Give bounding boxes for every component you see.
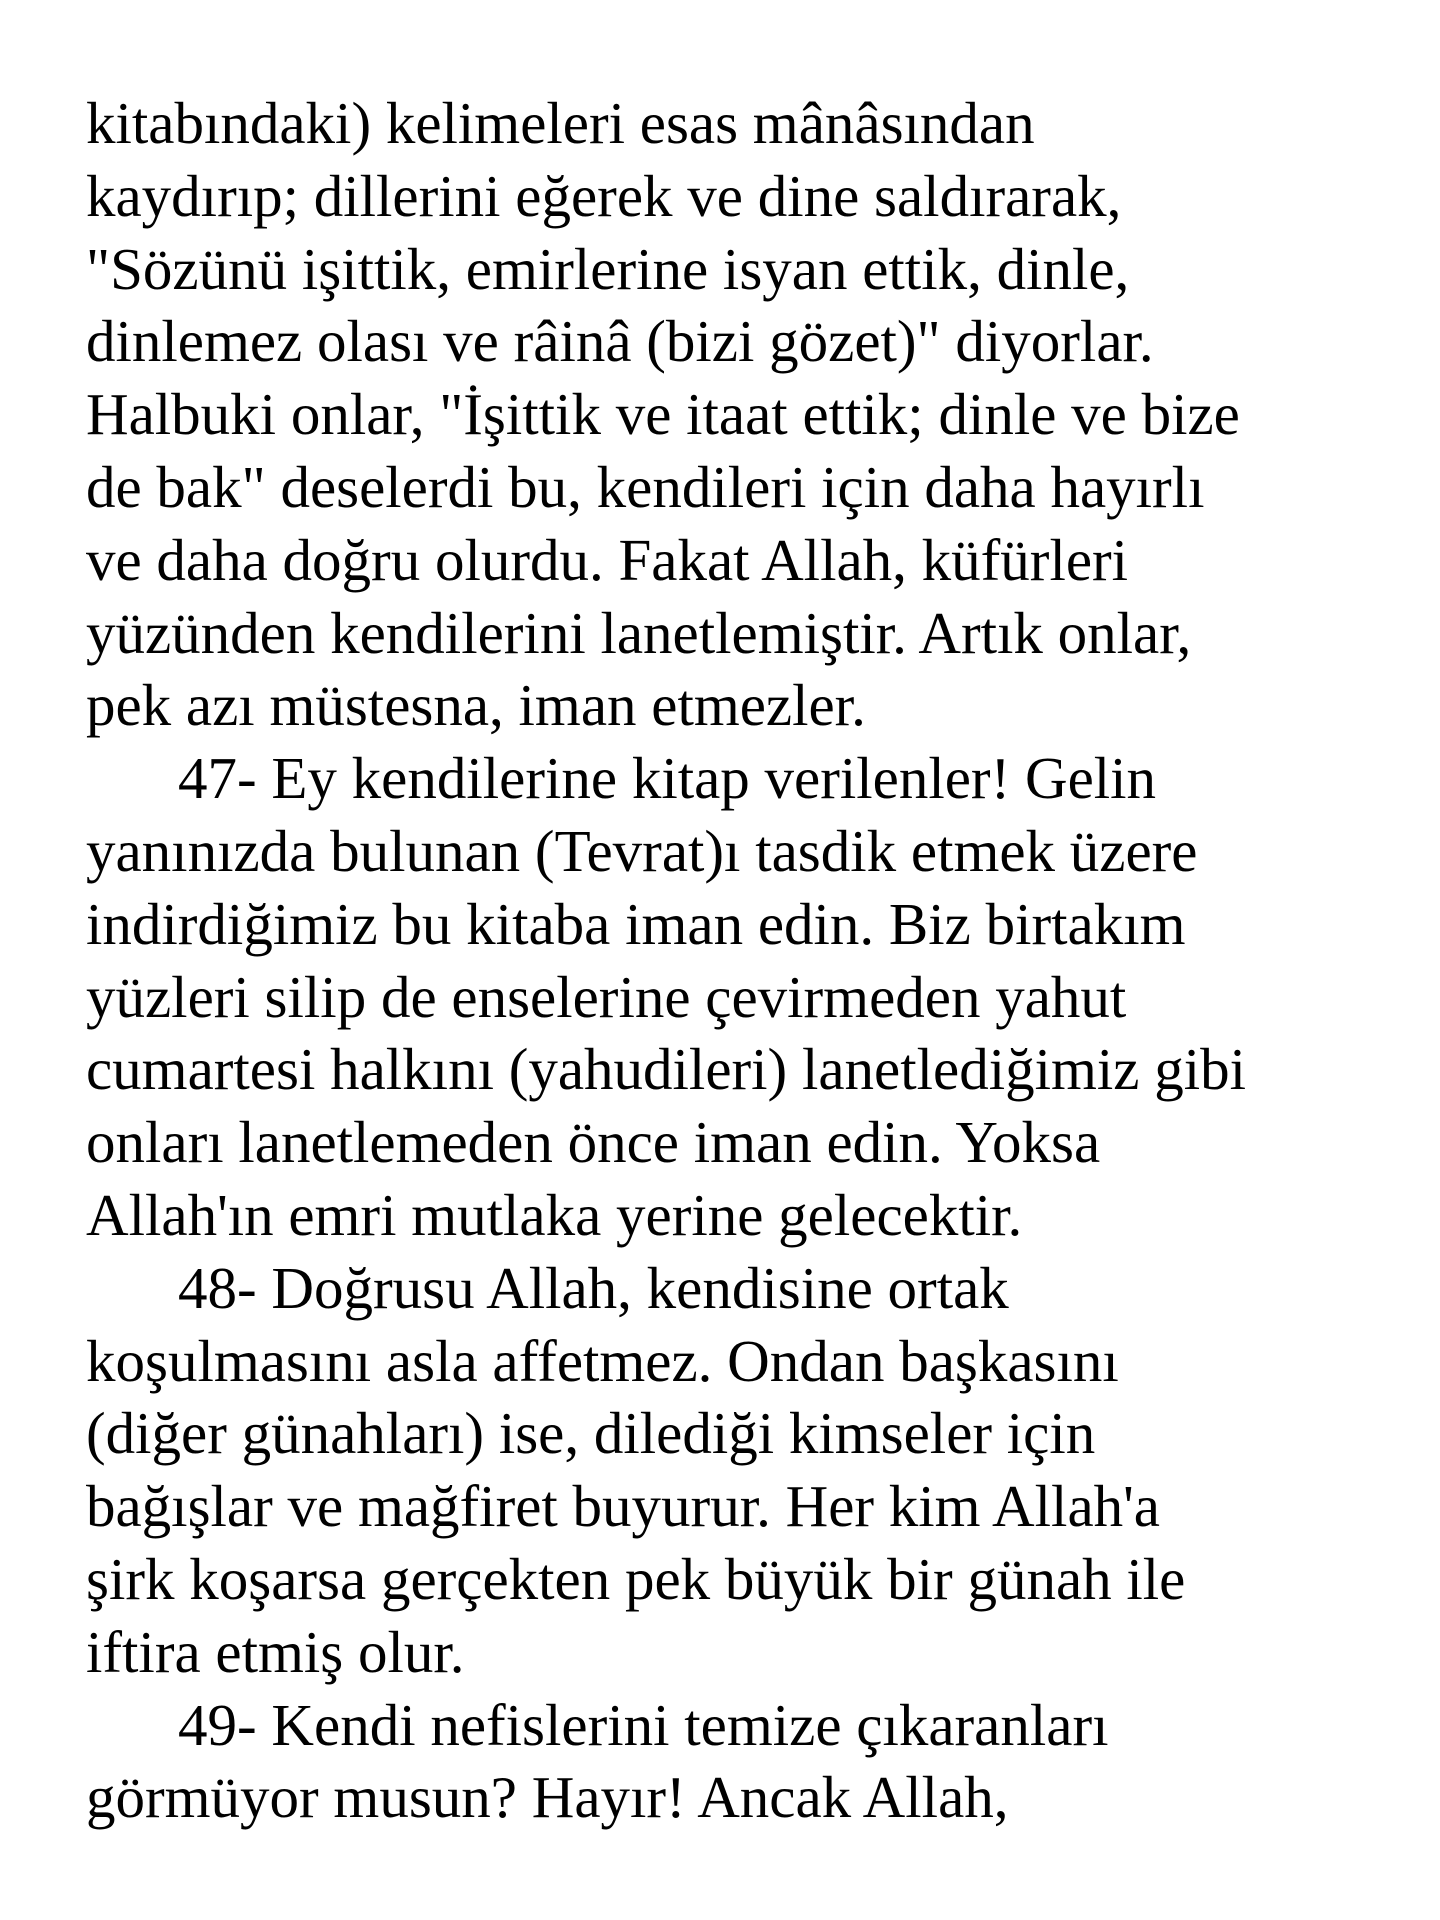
text-line: iftira etmiş olur. xyxy=(86,1618,465,1685)
text-line: cumartesi halkını (yahudileri) lanetlediğimiz gibi xyxy=(86,1036,1246,1103)
text-line: "Sözünü işittik, emirlerine isyan ettik, dinle, xyxy=(86,235,1130,302)
text-line: ve daha doğru olurdu. Fakat Allah, küfürleri xyxy=(86,526,1129,593)
text-line: kitabındaki) kelimeleri esas mânâsından xyxy=(86,90,1035,156)
text-line-first: 47- Ey kendilerine kitap verilenler! Gelin xyxy=(178,745,1157,812)
text-line: şirk koşarsa gerçekten pek büyük bir günah ile xyxy=(86,1545,1186,1612)
text-line: Halbuki onlar, "İşittik ve itaat ettik; dinle ve bize xyxy=(86,381,1240,448)
text-line: indirdiğimiz bu kitaba iman edin. Biz birtakım xyxy=(86,890,1186,957)
document-page xyxy=(86,87,1406,1834)
text-line: pek azı müstesna, iman etmezler. xyxy=(86,672,866,739)
text-line: yüzünden kendilerini lanetlemiştir. Artık onlar, xyxy=(86,599,1192,666)
text-line-first: 49- Kendi nefislerini temize çıkaranları xyxy=(178,1691,1109,1758)
text-line: bağışlar ve mağfiret buyurur. Her kim Allah'a xyxy=(86,1473,1160,1540)
paragraph-verse-48 xyxy=(86,1252,1406,1689)
text-line: dinlemez olası ve râinâ (bizi gözet)" diyorlar. xyxy=(86,308,1154,375)
paragraph-continuation xyxy=(86,87,1406,742)
text-line-first: 48- Doğrusu Allah, kendisine ortak xyxy=(178,1254,1009,1321)
text-line: de bak" deselerdi bu, kendileri için daha hayırlı xyxy=(86,453,1205,520)
text-line: onları lanetlemeden önce iman edin. Yoksa xyxy=(86,1109,1101,1176)
text-line: yanınızda bulunan (Tevrat)ı tasdik etmek üzere xyxy=(86,817,1198,884)
paragraph-verse-47 xyxy=(86,742,1406,1252)
text-line: görmüyor musun? Hayır! Ancak Allah, xyxy=(86,1764,1009,1831)
text-line: koşulmasını asla affetmez. Ondan başkasını xyxy=(86,1327,1119,1394)
paragraph-verse-49 xyxy=(86,1689,1406,1835)
text-line: Allah'ın emri mutlaka yerine gelecektir. xyxy=(86,1181,1023,1248)
text-line: kaydırıp; dillerini eğerek ve dine saldırarak, xyxy=(86,162,1122,229)
text-line: yüzleri silip de enselerine çevirmeden yahut xyxy=(86,963,1127,1030)
text-line: (diğer günahları) ise, dilediği kimseler için xyxy=(86,1400,1096,1467)
